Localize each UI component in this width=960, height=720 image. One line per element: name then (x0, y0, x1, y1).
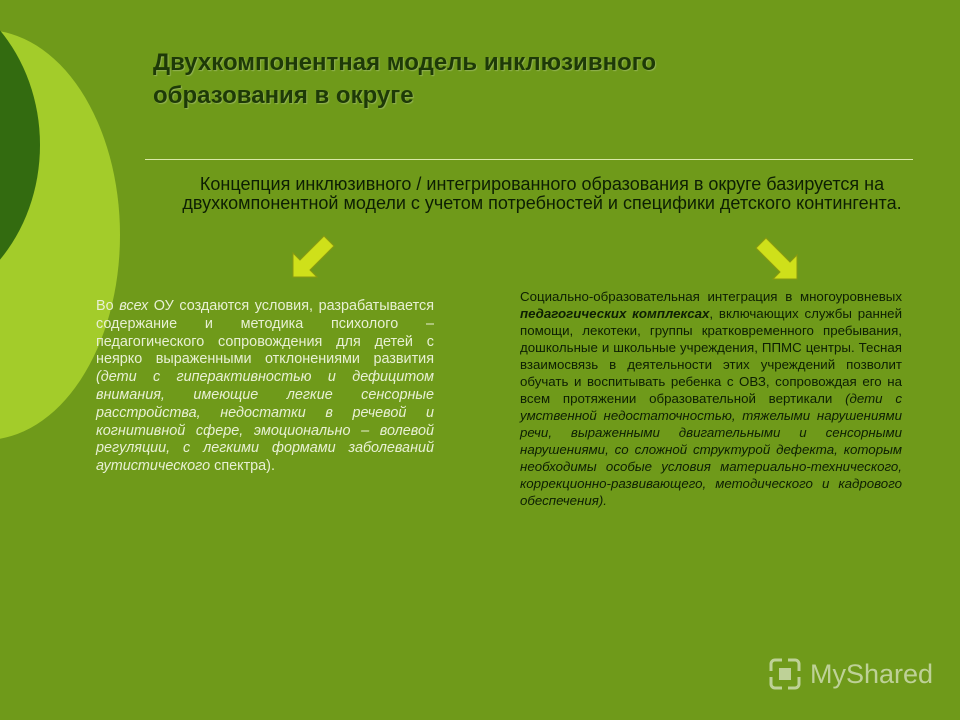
right-text-italic: (дети с умственной недостаточностью, тяжелыми нарушениями речи, выраженными двигательными и сенсорными нарушениями, со сложной структурой дефекта, которым необходимы особые условия материально-технического, коррекционно-развивающего, методического и кадрового обеспечения). (520, 391, 903, 508)
intro-text: Концепция инклюзивного / интегрированного образования в округе базируется на двухкомпонентной модели с учетом потребностей и специфики детского контингента. (182, 174, 902, 213)
left-text-start: Во (96, 298, 120, 314)
right-column-text (520, 288, 902, 509)
title-line-1: Двухкомпонентная модель инклюзивного (153, 49, 657, 76)
slide-title (153, 46, 913, 112)
left-text-end: спектра). (210, 458, 275, 475)
left-column-text (96, 298, 434, 476)
arrow-down-right-icon (754, 236, 800, 282)
title-divider (145, 159, 913, 160)
arrow-down-left-icon (290, 234, 336, 280)
watermark (768, 655, 933, 693)
left-text-italic: (дети с гиперактивностью и дефицитом внимания, имеющие легкие сенсорные расстройства, недостатки в речевой и когнитивной сфере, эмоционально – волевой регуляции, с легкими формами заболеваний аутистического (96, 369, 434, 475)
myshared-logo-icon (768, 657, 802, 691)
right-text-main: , включающих службы ранней помощи, лекотеки, группы кратковременного пребывания, дошкольные и школьные учреждения, ППМС центры. Тесная взаимосвязь в деятельности этих учреждений позволит обучать и воспитывать ребенка с ОВЗ, сопровождая его на всем протяжении образовательной вертикали (520, 306, 903, 406)
title-line-2: образования в округе (153, 82, 414, 109)
left-emphasis-all: всех (119, 298, 149, 314)
watermark-text: MyShared (810, 658, 934, 689)
left-text-main: ОУ создаются условия, разрабатывается содержание и методика психолого – педагогического сопровождения для детей с неярко выраженными отклонениями развития (96, 298, 434, 368)
right-emphasis-complexes: педагогических комплексах (520, 306, 710, 321)
right-text-start: Социально-образовательная интеграция в многоуровневых (520, 289, 902, 304)
